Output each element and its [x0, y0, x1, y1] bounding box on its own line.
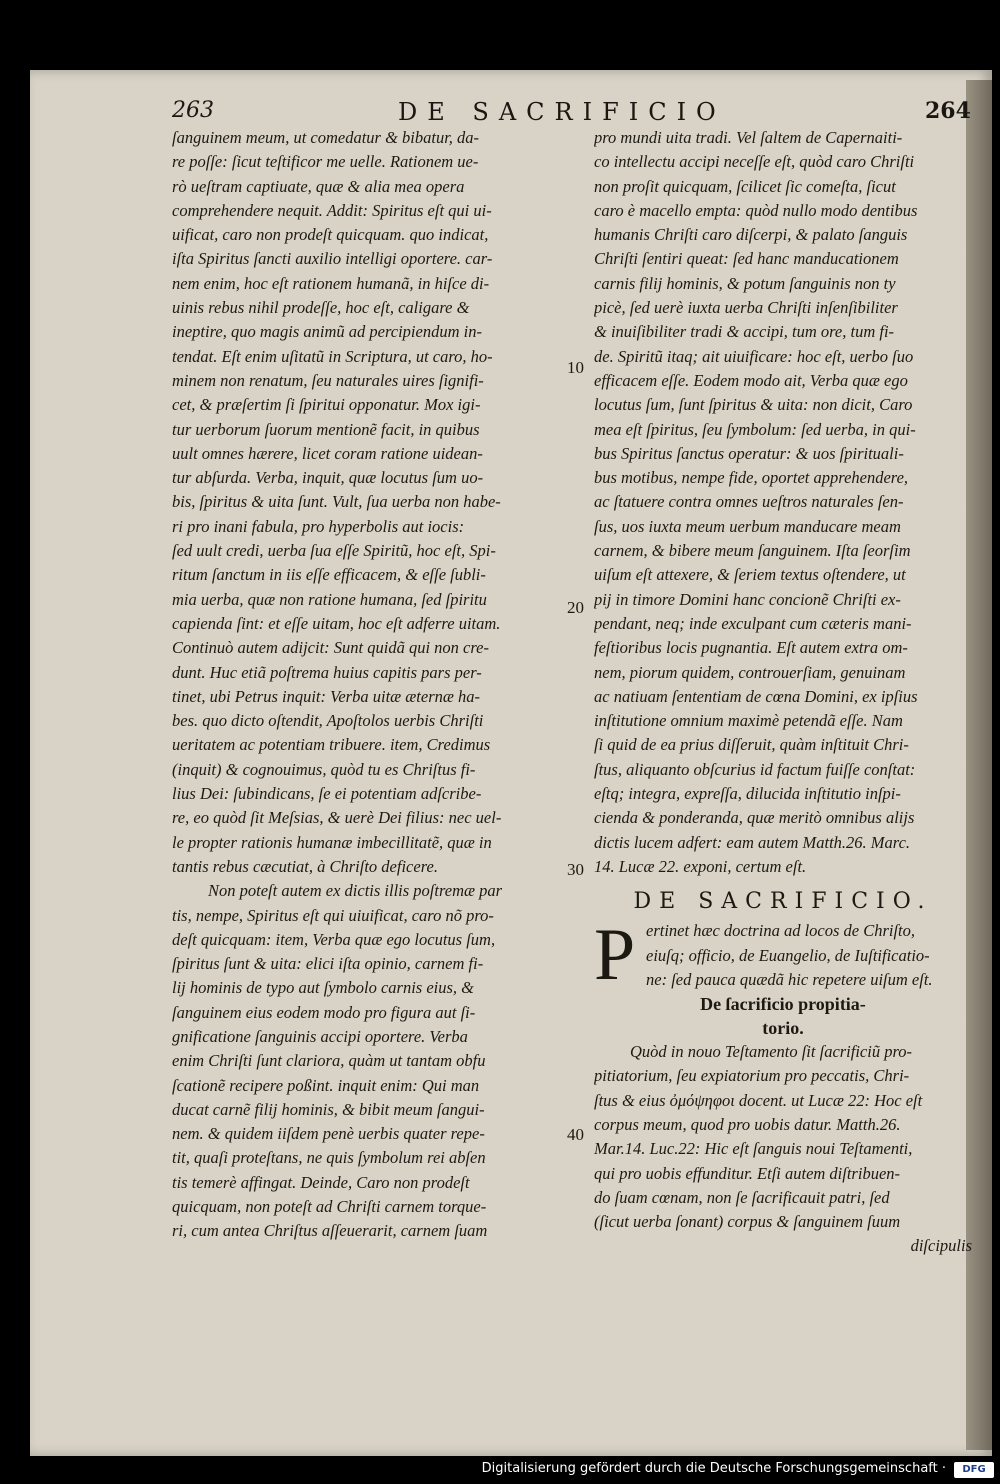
text-line: eiuſq; officio, de Euangelio, de Iuſtificatio-: [646, 945, 930, 965]
text-line: (inquit) & cognouimus, quòd tu es Chriſtus fi-: [172, 759, 476, 779]
text-line: pitiatorium, ſeu expiatorium pro peccatis, Chri-: [594, 1066, 910, 1086]
text-line: mia uerba, quæ non ratione humana, ſed ſpiritu: [172, 589, 487, 609]
text-line: Non poteſt autem ex dictis illis poſtremæ par: [208, 881, 503, 901]
text-line: uificat, caro non prodeſt quicquam. quo indicat,: [172, 225, 489, 245]
text-line: ſi quid de ea prius diſſeruit, quàm inſtituit Chri-: [594, 735, 909, 755]
text-line: re, eo quòd ſit Meſsias, & uerè Dei filius: nec uel-: [172, 808, 502, 828]
text-line: iſta Spiritus ſancti auxilio intelligi oportere. car-: [172, 249, 493, 269]
text-line: pendant, neq; inde exculpant cum cæteris mani-: [594, 613, 912, 633]
section-title: DE SACRIFICIO.: [633, 889, 933, 915]
text-line: bes. quo dicto oſtendit, Apoſtolos uerbis Chriſti: [172, 711, 484, 731]
text-line: tinet, ubi Petrus inquit: Verba uitæ æternæ ha-: [172, 686, 480, 706]
text-line: tur abſurda. Verba, inquit, quæ locutus ſum uo-: [172, 468, 484, 488]
text-line: dunt. Huc etiã poſtrema huius capitis pars per-: [172, 662, 482, 682]
text-line: ri pro inani fabula, pro hyperbolis aut iocis:: [172, 516, 465, 536]
text-line: ſtus, aliquanto obſcurius id factum fuiſſe conſtat:: [594, 759, 916, 779]
page-number-left: 263: [172, 98, 214, 123]
text-line: tis, nempe, Spiritus eſt qui uiuificat, caro nõ pro-: [172, 905, 494, 925]
text-line: locutus ſum, ſunt ſpiritus & uita: non dicit, Caro: [594, 395, 913, 415]
running-title: DE SACRIFICIO: [398, 98, 726, 126]
text-line: lius Dei: ſubindicans, ſe ei potentiam adſcribe-: [172, 784, 482, 804]
running-head: [0, 98, 1000, 126]
text-line: pro mundi uita tradi. Vel ſaltem de Capernaiti-: [594, 128, 903, 147]
text-line: ri, cum antea Chriſtus aſſeuerarit, carnem ſuam: [172, 1221, 488, 1241]
drop-cap-letter: P: [594, 914, 636, 997]
text-line: tantis rebus cæcutiat, à Chriſto deficere.: [172, 856, 438, 876]
text-line: uiſum eſt attexere, & ſeriem textus oſtendere, ut: [594, 565, 906, 585]
text-line: ritum ſanctum in iis eſſe efficacem, & eſſe ſubli-: [172, 565, 486, 585]
left-text-column: [172, 126, 564, 1244]
text-line: rò ueſtram captiuate, quæ & alia mea opera: [172, 176, 465, 196]
text-line: tit, quaſi proteſtans, ne quis ſymbolum rei abſen: [172, 1148, 486, 1168]
text-line: picè, ſed uerè iuxta uerba Chriſti inſenſibiliter: [594, 298, 898, 318]
text-line: tur uerborum ſuorum mentionẽ facit, in quibus: [172, 419, 480, 439]
text-line: pij in timore Domini hanc concionẽ Chriſti ex-: [594, 589, 901, 609]
text-line: ſcationẽ recipere poßint. inquit enim: Qui man: [172, 1075, 480, 1095]
text-line: le propter rationis humanæ imbecillitatẽ, quæ in: [172, 832, 492, 852]
text-line: de. Spiritũ itaq; ait uiuificare: hoc eſt, uerbo ſuo: [594, 346, 914, 366]
text-line: corpus meum, quod pro uobis datur. Matth.26.: [594, 1114, 901, 1134]
text-line: ducat carnẽ filij hominis, & bibit meum ſangui-: [172, 1099, 485, 1119]
text-line: nem, piorum quidem, controuerſiam, genuinam: [594, 662, 906, 682]
margin-line-number: 20: [567, 598, 584, 617]
text-line: ueritatem ac potentiam tribuere. item, Credimus: [172, 735, 491, 755]
text-line: minem non renatum, ſeu naturales uires ſignifi-: [172, 370, 484, 390]
text-line: ſed uult credi, uerba ſua eſſe Spiritũ, hoc eſt, Spi-: [172, 541, 496, 561]
text-line: (ſicut uerba ſonant) corpus & ſanguinem ſuum: [594, 1212, 901, 1232]
text-line: quicquam, non poteſt ad Chriſti carnem torque-: [172, 1197, 487, 1217]
text-line: carnem, & bibere meum ſanguinem. Iſta ſeorſim: [594, 541, 911, 561]
text-line: ineptire, quo magis animũ ad percipiendum in-: [172, 322, 482, 342]
text-line: efficacem eſſe. Eodem modo ait, Verba quæ ego: [594, 370, 908, 390]
text-line: ac natiuam ſententiam de cœna Domini, ex ipſius: [594, 686, 918, 706]
text-line: capienda ſint: et eſſe uitam, hoc eſt adferre uitam.: [172, 613, 501, 633]
text-line: co intellectu accipi neceſſe eſt, quòd caro Chriſti: [594, 152, 915, 172]
text-line: ſanguinem eius eodem modo pro figura aut ſi-: [172, 1002, 476, 1022]
text-line: Chriſti ſentiri queat: ſed hanc manducationem: [594, 249, 899, 269]
text-line: nem enim, hoc eſt rationem humanã, in hiſce di-: [172, 273, 490, 293]
text-line: Continuò autem adijcit: Sunt quidã qui non cre-: [172, 638, 489, 658]
text-line: re poſſe: ſicut teſtificor me uelle. Rationem ue-: [172, 152, 479, 172]
text-line: tendat. Eſt enim uſitatũ in Scriptura, ut caro, ho-: [172, 346, 493, 366]
text-line: feſtioribus locis pugnantia. Eſt autem extra om-: [594, 638, 908, 658]
text-line: bis, ſpiritus & uita ſunt. Vult, ſua uerba non habe-: [172, 492, 501, 512]
margin-line-number: 10: [567, 358, 584, 377]
digitization-footer: [0, 1456, 1000, 1484]
text-line: qui pro uobis effunditur. Etſi autem diſtribuen-: [594, 1163, 901, 1183]
catchword: diſcipulis: [910, 1236, 972, 1256]
text-line: tis temerè affingat. Deinde, Caro non prodeſt: [172, 1172, 470, 1192]
subheading-line: torio.: [762, 1018, 804, 1039]
text-line: & inuiſibiliter tradi & accipi, tum ore, tum fi-: [594, 322, 895, 342]
text-line: comprehendere nequit. Addit: Spiritus eſt qui ui-: [172, 200, 492, 220]
text-line: ſus, uos iuxta meum uerbum manducare meam: [594, 516, 901, 536]
text-line: lij hominis de typo aut ſymbolo carnis eius, &: [172, 978, 475, 998]
text-line: 14. Lucæ 22. exponi, certum eſt.: [594, 856, 807, 876]
text-line: uult omnes hærere, licet coram ratione uidean-: [172, 443, 483, 463]
text-line: do ſuam cœnam, non ſe ſacrificauit patri, ſed: [594, 1187, 890, 1207]
text-line: ac ſtatuere contra omnes ueſtros naturales ſen-: [594, 492, 904, 512]
margin-line-number: 30: [567, 860, 584, 879]
text-line: ertinet hæc doctrina ad locos de Chriſto,: [646, 921, 916, 941]
text-line: nem. & quidem iiſdem penè uerbis quater repe-: [172, 1124, 485, 1144]
text-line: ne: ſed pauca quædã hic repetere uiſum eſt.: [646, 969, 933, 989]
text-line: gnificatione ſanguinis accipi oportere. Verba: [172, 1026, 468, 1046]
text-line: ſtus & eius ὀμόψηφοι docent. ut Lucæ 22: Hoc eſt: [594, 1090, 923, 1110]
text-line: uinis rebus nihil prodeſſe, hoc eſt, caligare &: [172, 298, 470, 318]
text-line: inſtitutione omnium maximè petendã eſſe. Nam: [594, 711, 903, 731]
drop-cap-paragraph: [594, 914, 972, 997]
text-line: eſtq; integra, expreſſa, dilucida inſtitutio inſpi-: [594, 784, 901, 804]
text-line: ſpiritus ſunt & uita: elici iſta opinio, carnem fi-: [172, 954, 484, 974]
page-number-right: 264: [925, 98, 971, 124]
right-text-column: [594, 126, 972, 1259]
text-line: carnis filij hominis, & potum ſanguinis non ty: [594, 273, 896, 293]
text-line: deſt quicquam: item, Verba quæ ego locutus ſum,: [172, 929, 496, 949]
text-line: ſanguinem meum, ut comedatur & bibatur, da-: [172, 128, 480, 147]
text-line: cet, & præſertim ſi ſpiritui opponatur. Mox igi-: [172, 395, 481, 415]
footer-credit: Digitalisierung gefördert durch die Deutsche Forschungsgemeinschaft ·: [481, 1461, 946, 1476]
dfg-logo: DFG: [954, 1462, 994, 1478]
text-line: humanis Chriſti caro diſcerpi, & palato ſanguis: [594, 225, 908, 245]
subheading-line: De ſacrificio propitia-: [700, 994, 866, 1015]
margin-line-number: 40: [567, 1125, 584, 1144]
text-line: Mar.14. Luc.22: Hic eſt ſanguis noui Teſtamenti,: [594, 1139, 913, 1159]
text-line: Quòd in nouo Teſtamento ſit ſacrificiũ pro-: [630, 1042, 913, 1062]
text-line: dictis lucem adfert: eam autem Matth.26. Marc.: [594, 832, 911, 852]
text-line: caro è macello empta: quòd nullo modo dentibus: [594, 200, 918, 220]
text-line: cienda & ponderanda, quæ meritò omnibus alijs: [594, 808, 915, 828]
text-line: bus motibus, nempe fide, oportet apprehendere,: [594, 468, 909, 488]
text-line: non proſit quicquam, ſcilicet ſic comeſta, ſicut: [594, 176, 896, 196]
text-line: bus Spiritus ſanctus operatur: & uos ſpirituali-: [594, 443, 904, 463]
text-line: mea eſt ſpiritus, ſeu ſymbolum: ſed uerba, in qui-: [594, 419, 916, 439]
text-line: enim Chriſti ſunt clariora, quàm ut tantam obfu: [172, 1051, 486, 1071]
